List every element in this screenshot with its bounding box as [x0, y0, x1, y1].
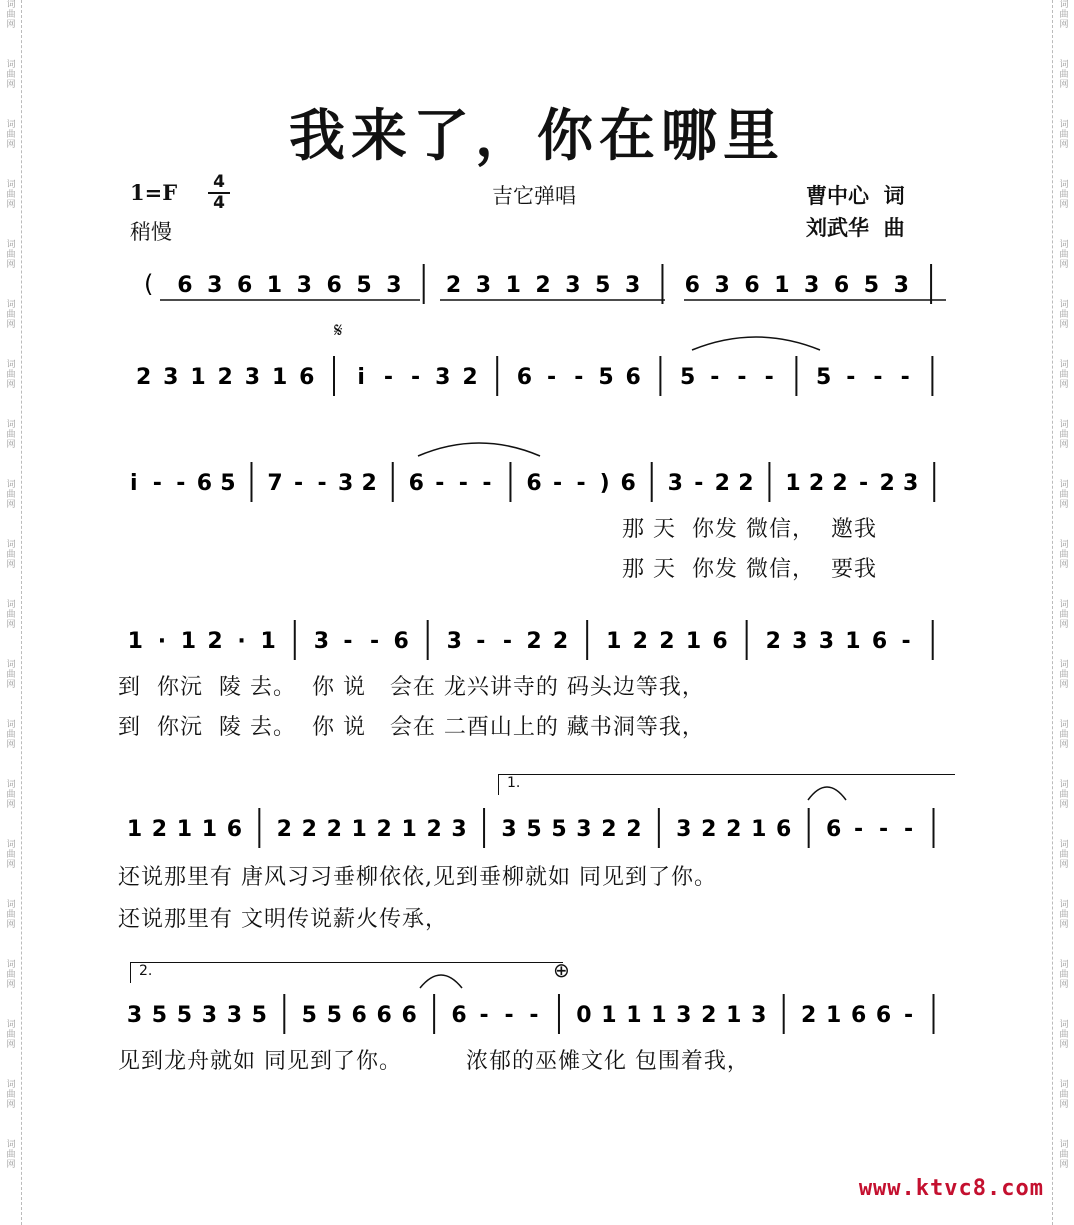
note: 5 — [598, 365, 614, 390]
note: 3 — [818, 629, 835, 654]
note: 3 — [624, 273, 641, 298]
note: 2 — [879, 471, 895, 496]
watermark-text: 词 曲 网 — [1059, 960, 1069, 990]
watermark-text: 词 曲 网 — [1059, 660, 1069, 690]
watermark-text: 词 曲 网 — [6, 540, 16, 570]
note: 1 — [176, 817, 193, 842]
note: - — [529, 1003, 539, 1028]
tempo-marking: 稍慢 — [130, 220, 172, 244]
subtitle: 吉它弹唱 — [492, 184, 576, 208]
watermark-text: 词 曲 网 — [1059, 1020, 1069, 1050]
note: 1 — [751, 817, 767, 842]
note: - — [576, 471, 586, 496]
note: 2 — [632, 629, 648, 654]
note: - — [547, 365, 557, 390]
note: 5 — [551, 817, 567, 842]
song-title: 我来了，你在哪里 — [289, 103, 785, 169]
note: 3 — [296, 273, 312, 298]
note: 1 — [271, 365, 288, 390]
note: 1 — [626, 1003, 642, 1028]
note: 3 — [226, 1003, 243, 1028]
segno-sign: 𝄋 — [334, 318, 343, 342]
watermark-text: 词 曲 网 — [6, 900, 16, 930]
note: 6 — [625, 365, 641, 390]
watermark-text: 词 曲 网 — [1059, 900, 1069, 930]
note: 3 — [667, 471, 683, 496]
note: - — [383, 365, 393, 390]
note: 2 — [626, 817, 642, 842]
note: 6 — [196, 471, 213, 496]
watermark-text: 词 曲 网 — [6, 960, 16, 990]
watermark-text: 词 曲 网 — [1059, 0, 1069, 30]
note: 5 — [526, 817, 542, 842]
note: 3 — [792, 629, 808, 654]
note: 1 — [726, 1003, 742, 1028]
lyric-row6-verse1: 见到龙舟就如 同见到了你。 浓郁的巫傩文化 包围着我， — [118, 1049, 750, 1074]
note: - — [411, 365, 421, 390]
note: - — [476, 629, 486, 654]
lyric-row3-verse2: 那 天 你发 微信， 要我 — [622, 557, 877, 582]
watermark-text: 词 曲 网 — [1059, 1140, 1069, 1170]
note: - — [901, 629, 911, 654]
note: 6 — [393, 629, 409, 654]
watermark-text: 词 曲 网 — [6, 300, 16, 330]
note: 3 — [501, 817, 517, 842]
note: 5 — [176, 1003, 193, 1028]
note: 3 — [435, 365, 451, 390]
watermark-text: 词 曲 网 — [1059, 600, 1069, 630]
note: 3 — [313, 629, 330, 654]
note: 3 — [244, 365, 261, 390]
note: 6 — [825, 817, 842, 842]
note: - — [873, 365, 883, 390]
note: 6 — [620, 471, 636, 496]
note: 3 — [903, 471, 919, 496]
note: 1 — [190, 365, 206, 390]
note: 6 — [526, 471, 542, 496]
website-logo: www.ktvc8.com — [858, 1176, 1044, 1201]
note: - — [343, 629, 353, 654]
note: 2 — [301, 817, 317, 842]
note: 6 — [875, 1003, 892, 1028]
volta-first-ending — [498, 774, 955, 795]
note: - — [317, 471, 327, 496]
note: - — [694, 471, 704, 496]
note: 3 — [201, 1003, 218, 1028]
note: - — [504, 1003, 514, 1028]
note: - — [903, 817, 914, 842]
note: 1 — [651, 1003, 667, 1028]
note: 1 — [845, 629, 861, 654]
note: 2 — [552, 629, 569, 654]
note: 3 — [126, 1003, 143, 1028]
volta-2-label: 2. — [139, 963, 153, 979]
note: 2 — [808, 471, 825, 496]
note: 1 — [127, 629, 143, 654]
note: 6 — [326, 273, 342, 298]
note: i — [129, 471, 138, 496]
note: 2 — [801, 1003, 817, 1028]
note: 3 — [576, 817, 592, 842]
lyricist: 曹中心 词 — [806, 183, 905, 208]
watermark-text: 词 曲 网 — [6, 780, 16, 810]
watermark-text: 词 曲 网 — [6, 180, 16, 210]
time-bottom: 4 — [213, 193, 225, 213]
note: 2 — [151, 817, 168, 842]
note: 7 — [267, 471, 283, 496]
note: 5 — [151, 1003, 168, 1028]
watermark-text: 词 曲 网 — [1059, 60, 1069, 90]
watermark-text: 词 曲 网 — [1059, 180, 1069, 210]
note: 0 — [576, 1003, 592, 1028]
note: i — [357, 365, 365, 390]
watermark-text: 词 曲 网 — [6, 420, 16, 450]
watermark-text: 词 曲 网 — [1059, 480, 1069, 510]
note: - — [900, 365, 910, 390]
watermark-text: 词 曲 网 — [6, 1140, 16, 1170]
note: ) — [599, 471, 610, 496]
note: 6 — [871, 629, 888, 654]
key-signature: 1=F — [130, 180, 178, 205]
note: - — [854, 817, 864, 842]
note: 2 — [276, 817, 292, 842]
note: 1 — [266, 273, 283, 298]
watermark-text: 词 曲 网 — [6, 1080, 16, 1110]
note: 1 — [201, 817, 218, 842]
watermark-text: 词 曲 网 — [1059, 720, 1069, 750]
note: 1 — [785, 471, 801, 496]
note: 5 — [220, 471, 236, 496]
note: 6 — [744, 273, 760, 298]
watermark-text: 词 曲 网 — [1059, 540, 1069, 570]
note: - — [502, 629, 512, 654]
watermark-text: 词 曲 网 — [1059, 240, 1069, 270]
watermark-text: 词 曲 网 — [6, 480, 16, 510]
note: 3 — [386, 273, 402, 298]
note: 1 — [601, 1003, 617, 1028]
note: - — [458, 471, 468, 496]
note: 1 — [685, 629, 702, 654]
note: 6 — [833, 273, 850, 298]
note: 2 — [445, 273, 462, 298]
note: - — [152, 471, 162, 496]
note: 1 — [260, 629, 276, 654]
note: 3 — [207, 273, 223, 298]
note: 2 — [361, 471, 377, 496]
note: 3 — [565, 273, 581, 298]
note: 6 — [712, 629, 728, 654]
note: 3 — [676, 817, 692, 842]
time-top: 4 — [213, 172, 225, 192]
tie-slur — [692, 337, 820, 350]
note: 5 — [356, 273, 372, 298]
note: 2 — [601, 817, 617, 842]
note: 2 — [832, 471, 848, 496]
note: 3 — [446, 629, 462, 654]
lyric-row3-verse1: 那 天 你发 微信， 邀我 — [622, 517, 877, 542]
lyric-row5-verse2: 还说那里有 文明传说薪火传承， — [118, 907, 448, 932]
note: 3 — [676, 1003, 692, 1028]
watermark-text: 词 曲 网 — [6, 60, 16, 90]
watermark-text: 词 曲 网 — [6, 720, 16, 750]
note: 3 — [475, 273, 492, 298]
note: - — [574, 365, 584, 390]
note: 3 — [714, 273, 730, 298]
note: 3 — [804, 273, 820, 298]
note: - — [176, 471, 186, 496]
watermark-text: 词 曲 网 — [1059, 360, 1069, 390]
note: 3 — [338, 471, 354, 496]
note: - — [737, 365, 747, 390]
note: 2 — [376, 817, 392, 842]
note: 2 — [426, 817, 442, 842]
note: - — [903, 1003, 914, 1028]
note: 3 — [163, 365, 179, 390]
note: 1 — [401, 817, 417, 842]
note: - — [294, 471, 304, 496]
note: 3 — [451, 817, 467, 842]
watermark-text: 词 曲 网 — [6, 0, 16, 30]
note: 6 — [177, 273, 193, 298]
note: - — [369, 629, 380, 654]
tie-slur — [418, 443, 540, 456]
note: 2 — [659, 629, 675, 654]
note: 6 — [236, 273, 253, 298]
watermark-text: 词 曲 网 — [6, 240, 16, 270]
note: 1 — [351, 817, 367, 842]
volta-1-label: 1. — [507, 775, 521, 791]
note: 2 — [714, 471, 730, 496]
note: 1 — [825, 1003, 842, 1028]
note: - — [482, 471, 492, 496]
note: 6 — [299, 365, 315, 390]
watermark-text: 词 曲 网 — [1059, 1080, 1069, 1110]
note: 5 — [815, 365, 832, 390]
paren-mark: ( — [144, 270, 154, 298]
lyric-row4-verse1: 到 你沅 陵 去。 你 说 会在 龙兴讲寺的 码头边等我， — [118, 675, 705, 700]
note: 2 — [207, 629, 223, 654]
note: · — [157, 629, 167, 654]
note: 2 — [326, 817, 342, 842]
note: 2 — [738, 471, 754, 496]
note: 2 — [135, 365, 152, 390]
note: 2 — [526, 629, 542, 654]
coda-sign: ⊕ — [553, 958, 570, 982]
watermark-text: 词 曲 网 — [1059, 780, 1069, 810]
note: 5 — [595, 273, 611, 298]
volta-second-ending — [130, 962, 563, 983]
note: 5 — [301, 1003, 317, 1028]
note: 5 — [863, 273, 880, 298]
note: 1 — [126, 817, 143, 842]
note: - — [435, 471, 445, 496]
note: 2 — [765, 629, 781, 654]
note: 3 — [751, 1003, 767, 1028]
note: 6 — [776, 817, 792, 842]
note: 2 — [701, 817, 717, 842]
note: 2 — [217, 365, 233, 390]
note: 6 — [451, 1003, 467, 1028]
lyric-row5-verse1: 还说那里有 唐风习习垂柳依依,见到垂柳就如 同见到了你。 — [118, 865, 717, 890]
note: - — [859, 471, 869, 496]
note: 3 — [893, 273, 909, 298]
note: 6 — [401, 1003, 417, 1028]
note: 6 — [226, 817, 243, 842]
note: 1 — [606, 629, 622, 654]
note: - — [552, 471, 563, 496]
watermark-text: 词 曲 网 — [6, 1020, 16, 1050]
composer: 刘武华 曲 — [806, 215, 905, 240]
note: 2 — [701, 1003, 717, 1028]
note: - — [846, 365, 856, 390]
note: 6 — [376, 1003, 392, 1028]
note: 2 — [726, 817, 742, 842]
note: 6 — [850, 1003, 867, 1028]
watermark-text: 词 曲 网 — [1059, 300, 1069, 330]
watermark-text: 词 曲 网 — [6, 840, 16, 870]
note: · — [237, 629, 246, 654]
watermark-text: 词 曲 网 — [1059, 840, 1069, 870]
watermark-text: 词 曲 网 — [6, 360, 16, 390]
note: - — [710, 365, 720, 390]
lyric-row4-verse2: 到 你沅 陵 去。 你 说 会在 二酉山上的 藏书洞等我， — [118, 715, 705, 740]
note: 6 — [408, 471, 424, 496]
note: 2 — [535, 273, 551, 298]
note: 5 — [679, 365, 696, 390]
watermark-text: 词 曲 网 — [6, 120, 16, 150]
watermark-text: 词 曲 网 — [6, 600, 16, 630]
watermark-text: 词 曲 网 — [6, 660, 16, 690]
note: 1 — [180, 629, 197, 654]
note: - — [479, 1003, 489, 1028]
note: - — [764, 365, 774, 390]
note: - — [879, 817, 889, 842]
note: 1 — [774, 273, 790, 298]
note: 5 — [251, 1003, 267, 1028]
watermark-text: 词 曲 网 — [1059, 420, 1069, 450]
note: 5 — [326, 1003, 342, 1028]
note: 6 — [516, 365, 533, 390]
note: 2 — [462, 365, 478, 390]
note: 1 — [505, 273, 521, 298]
watermark-text: 词 曲 网 — [1059, 120, 1069, 150]
note: 6 — [351, 1003, 367, 1028]
note: 6 — [684, 273, 700, 298]
